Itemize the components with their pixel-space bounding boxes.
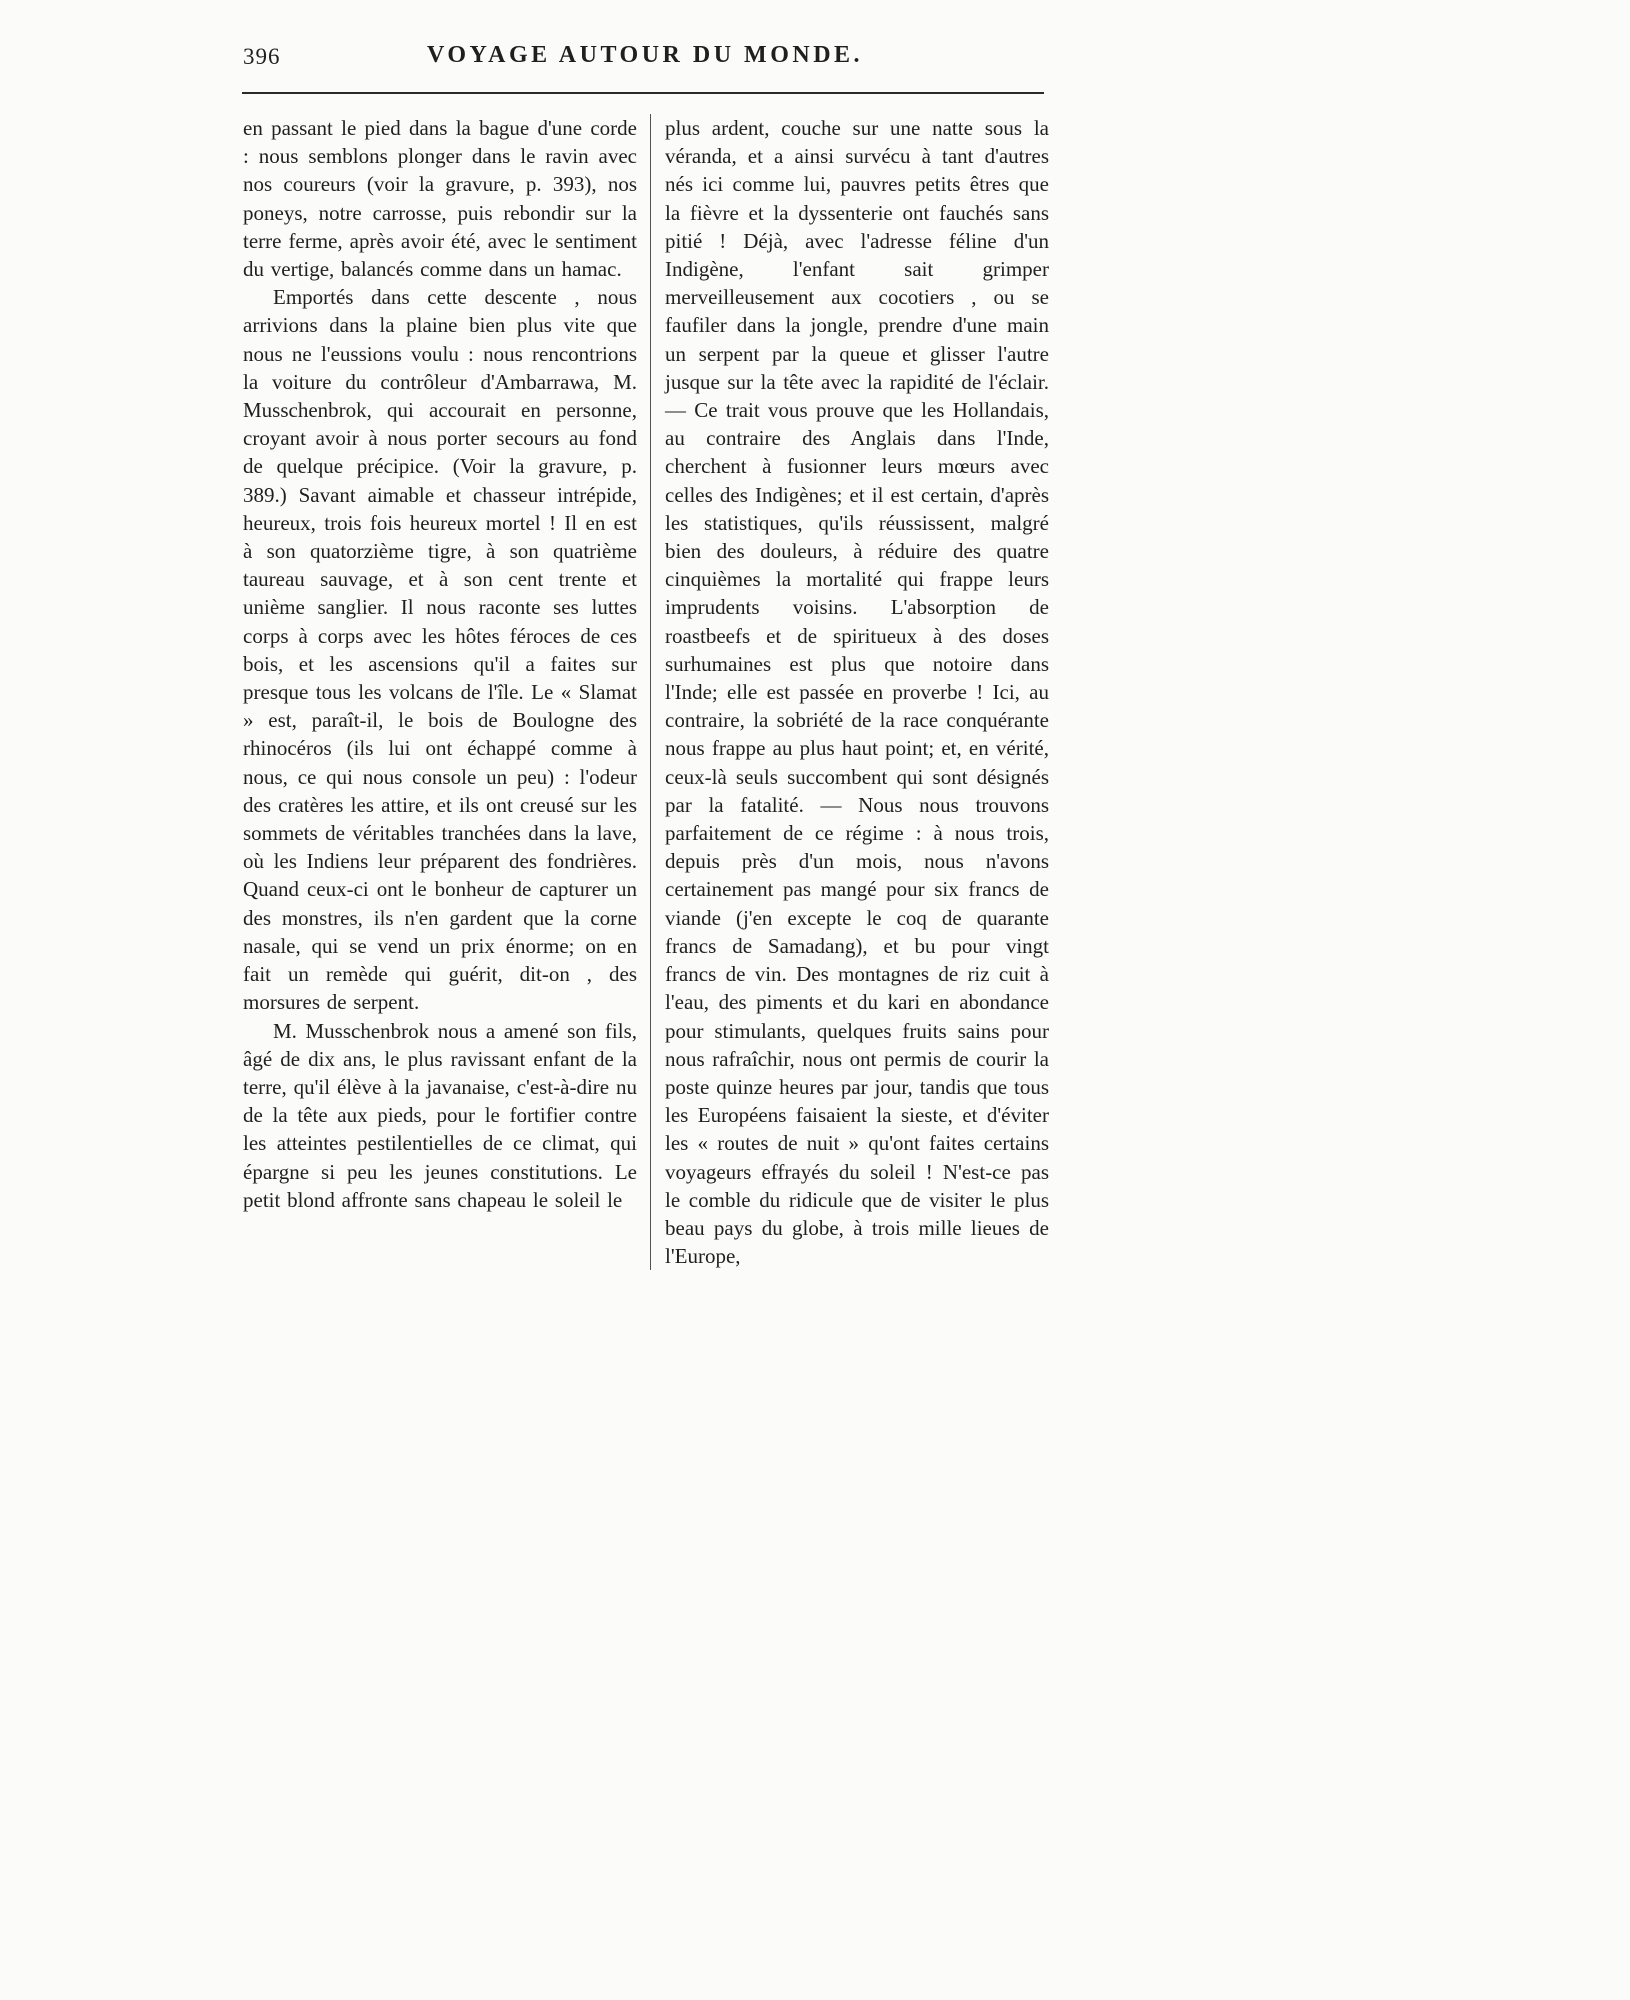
text-columns	[243, 114, 1050, 1270]
paragraph-left-3: M. Musschenbrok nous a amené son fils, âgé de dix ans, le plus ravissant enfant de la terre, qu'il élève à la javanaise, c'est-à-dire nu de la tête aux pieds, pour le fortifier contre les atteintes pestilentielles de ce climat, qui épargne si peu les jeunes constitutions. Le petit blond affronte sans chapeau le soleil le	[243, 1018, 637, 1212]
column-divider	[650, 114, 651, 1270]
page-number: 396	[243, 44, 281, 69]
paragraph-left-continuation: en passant le pied dans la bague d'une corde : nous semblons plonger dans le ravin avec nos coureurs (voir la gravure, p. 393), nos poneys, notre carrosse, puis rebondir sur la terre ferme, après avoir été, avec le sentiment du vertige, balancés comme dans un hamac.	[243, 116, 637, 282]
paragraph-right-continuation: plus ardent, couche sur une natte sous la véranda, et a ainsi survécu à tant d'autres nés ici comme lui, pauvres petits êtres que la fièvre et la dyssenterie ont fauchés sans pitié ! Déjà, avec l'adresse féline d'un Indigène, l'enfant sait grimper merveilleusement aux cocotiers , ou se faufiler dans la jongle, prendre d'une main un serpent par la queue et glisser l'autre jusque sur la tête avec la rapidité de l'éclair. — Ce trait vous prouve que les Hollandais, au contraire des Anglais dans l'Inde, cherchent à fusionner leurs mœurs avec celles des Indigènes; et il est certain, d'après les statistiques, qu'ils réussissent, malgré bien des douleurs, à réduire des quatre cinquièmes la mortalité qui frappe leurs imprudents voisins. L'absorption de roastbeefs et de spiritueux à des doses surhumaines est plus que notoire dans l'Inde; elle est passée en proverbe ! Ici, au contraire, la sobriété de la race conquérante nous frappe au plus haut point; et, en vérité, ceux-là seuls succombent qui sont désignés par la fatalité. — Nous nous trouvons parfaitement de ce régime : à nous trois, depuis près d'un mois, nous n'avons certainement pas mangé pour six francs de viande (j'en excepte le coq de quarante francs de Samadang), et bu pour vingt francs de vin. Des montagnes de riz cuit à l'eau, des piments et du kari en abondance pour stimulants, quelques fruits sains pour nous rafraîchir, nous ont permis de courir la poste quinze heures par jour, tandis que tous les Européens faisaient la sieste, et d'éviter les « routes de nuit » qu'ont faites certains voyageurs effrayés du soleil ! N'est-ce pas le comble du ridicule que de visiter le plus beau pays du globe, à trois mille lieues de l'Europe,	[665, 116, 1049, 1269]
page-title: VOYAGE AUTOUR DU MONDE.	[426, 42, 864, 68]
header-rule	[242, 92, 1044, 94]
left-column	[243, 114, 637, 1270]
right-column	[665, 114, 1049, 1270]
paragraph-left-2: Emportés dans cette descente , nous arrivions dans la plaine bien plus vite que nous ne l'eussions voulu : nous rencontrions la voiture du contrôleur d'Ambarrawa, M. Musschenbrok, qui accourait en personne, croyant avoir à nous porter secours au fond de quelque précipice. (Voir la gravure, p. 389.) Savant aimable et chasseur intrépide, heureux, trois fois heureux mortel ! Il en est à son quatorzième tigre, à son quatrième taureau sauvage, et à son cent trente et unième sanglier. Il nous raconte ses luttes corps à corps avec les hôtes féroces de ces bois, et les ascensions qu'il a faites sur presque tous les volcans de l'île. Le « Slamat » est, paraît-il, le bois de Boulogne des rhinocéros (ils lui ont échappé comme à nous, ce qui nous console un peu) : l'odeur des cratères les attire, et ils ont creusé sur les sommets de véritables tranchées dans la lave, où les Indiens leur préparent des fondrières. Quand ceux-ci ont le bonheur de capturer un des monstres, ils n'en gardent que la corne nasale, qui se vend un prix énorme; on en fait un remède qui guérit, dit-on , des morsures de serpent.	[243, 285, 637, 1015]
